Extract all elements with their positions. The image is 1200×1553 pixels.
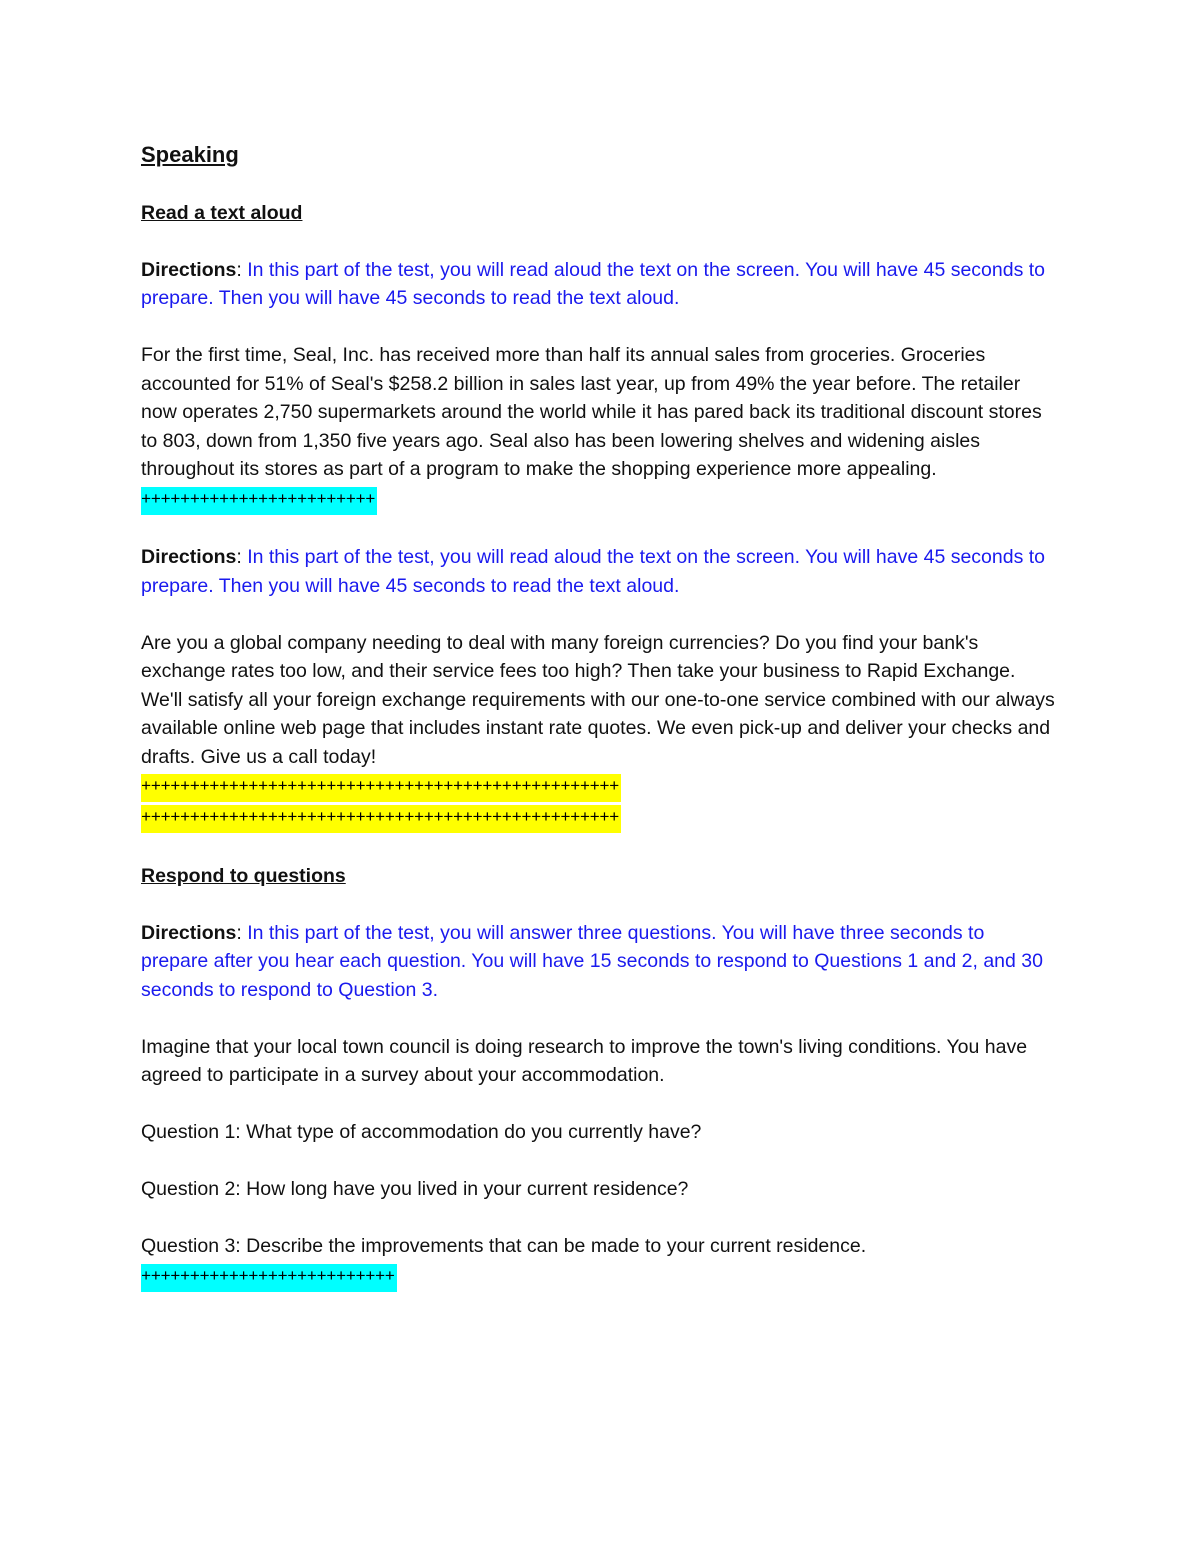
question-1: Question 1: What type of accommodation do you currently have? xyxy=(141,1121,702,1143)
directions-paragraph-2 xyxy=(141,543,1056,600)
directions-text: In this part of the test, you will read aloud the text on the screen. You will have 45 seconds to prepare. Then you will have 45 seconds to read the text aloud. xyxy=(141,258,1046,309)
separator-cyan-2: ++++++++++++++++++++++++++ xyxy=(141,1264,397,1292)
directions-text: In this part of the test, you will answer three questions. You will have three seconds to prepare after you hear each question. You will have 15 seconds to respond to Questions 1 and 2, and 30 seconds to respond to Question 3. xyxy=(141,921,1043,1001)
section-heading-respond: Respond to questions xyxy=(141,864,346,887)
document-page xyxy=(141,140,1056,1292)
scenario-paragraph: Imagine that your local town council is doing research to improve the town's living conditions. You have agreed to participate in a survey about your accommodation. xyxy=(141,1035,1028,1086)
directions-colon: : xyxy=(236,546,242,568)
directions-paragraph-3 xyxy=(141,919,1056,1005)
question-3: Question 3: Describe the improvements that can be made to your current residence. xyxy=(141,1235,867,1257)
directions-colon: : xyxy=(236,258,242,281)
directions-paragraph-1 xyxy=(141,256,1056,313)
directions-label: Directions xyxy=(141,546,237,568)
page-title: Speaking xyxy=(141,142,239,167)
directions-label: Directions xyxy=(141,921,237,944)
separator-yellow-1: +++++++++++++++++++++++++++++++++++++++++++++++++ xyxy=(141,774,621,802)
separator-cyan-1: ++++++++++++++++++++++++ xyxy=(141,487,377,515)
separator-yellow-2: +++++++++++++++++++++++++++++++++++++++++++++++++ xyxy=(141,805,621,833)
passage-1: For the first time, Seal, Inc. has received more than half its annual sales from groceries. Groceries accounted for 51% of Seal's $258.2 billion in sales last year, up from 49% the year before. The retailer now operates 2,750 supermarkets around the world while it has pared back its traditional discount stores to 803, down from 1,350 five years ago. Seal also has been lowering shelves and widening aisles throughout its stores as part of a program to make the shopping experience more appealing. xyxy=(141,344,1042,480)
question-2: Question 2: How long have you lived in your current residence? xyxy=(141,1178,689,1200)
directions-colon: : xyxy=(236,921,242,944)
passage-2: Are you a global company needing to deal with many foreign currencies? Do you find your bank's exchange rates too low, and their service fees too high? Then take your business to Rapid Exchange. We'll satisfy all your foreign exchange requirements with our one-to-one service combined with our always available online web page that includes instant rate quotes. We even pick-up and deliver your checks and drafts. Give us a call today! xyxy=(141,631,1055,768)
directions-text: In this part of the test, you will read aloud the text on the screen. You will have 45 seconds to prepare. Then you will have 45 seconds to read the text aloud. xyxy=(141,546,1046,597)
directions-label: Directions xyxy=(141,258,237,281)
section-heading-read-aloud: Read a text aloud xyxy=(141,201,303,224)
